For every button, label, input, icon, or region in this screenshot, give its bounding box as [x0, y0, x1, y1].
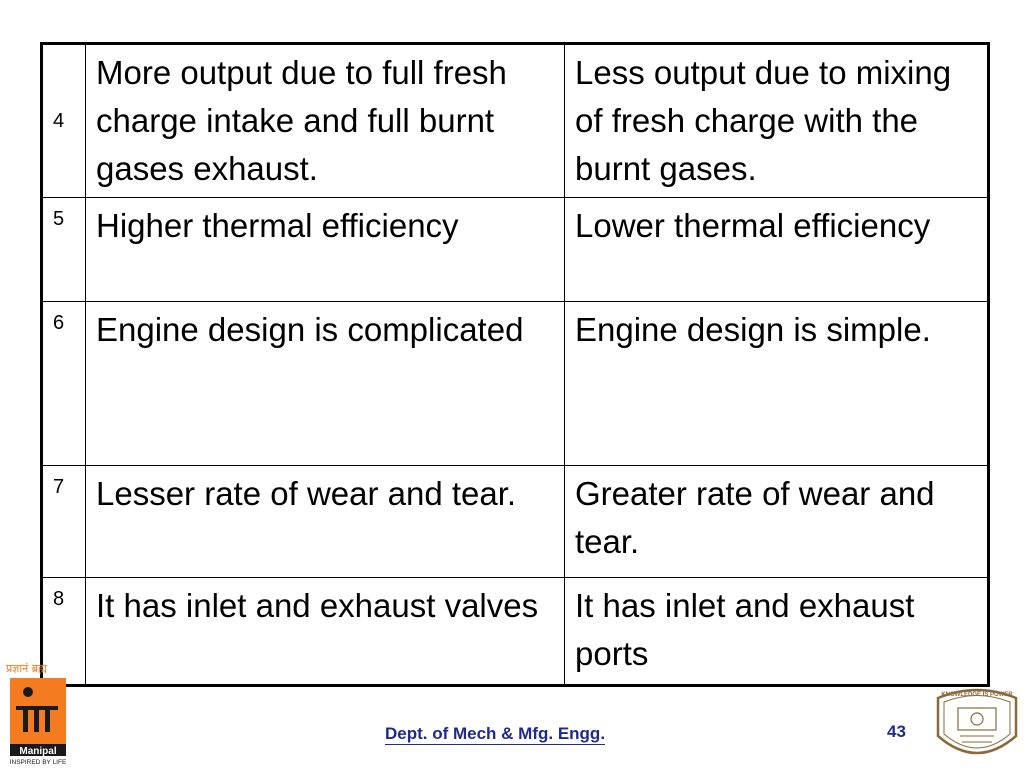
- institute-seal-icon: [930, 678, 1024, 768]
- row-number: 5: [42, 198, 86, 302]
- row-number: 4: [42, 44, 86, 198]
- row-number: 7: [42, 466, 86, 578]
- cell-column-a: It has inlet and exhaust valves: [86, 578, 565, 686]
- logo-tagline: INSPIRED BY LIFE: [9, 759, 67, 766]
- logo-name: Manipal: [19, 746, 57, 757]
- cell-column-a: Higher thermal efficiency: [86, 198, 565, 302]
- table-row: [42, 198, 989, 302]
- comparison-table: [40, 42, 990, 687]
- seal-motto: KNOWLEDGE IS POWER: [941, 692, 1013, 698]
- cell-column-b: Greater rate of wear and tear.: [565, 466, 989, 578]
- cell-column-a: Lesser rate of wear and tear.: [86, 466, 565, 578]
- cell-column-b: Lower thermal efficiency: [565, 198, 989, 302]
- table-row: [42, 466, 989, 578]
- page-number: 43: [887, 722, 906, 741]
- cell-column-a: Engine design is complicated: [86, 302, 565, 466]
- table-row: [42, 44, 989, 198]
- table-row: [42, 302, 989, 466]
- cell-column-b: Engine design is simple.: [565, 302, 989, 466]
- logo-motto: प्रज्ञानं ब्रह्म: [6, 662, 47, 675]
- cell-column-b: Less output due to mixing of fresh charge with the burnt gases.: [565, 44, 989, 198]
- manipal-logo: [4, 660, 70, 766]
- row-number: 6: [42, 302, 86, 466]
- footer-department: Dept. of Mech & Mfg. Engg.: [385, 724, 606, 743]
- cell-column-b: It has inlet and exhaust ports: [565, 578, 989, 686]
- table-row: [42, 578, 989, 686]
- cell-column-a: More output due to full fresh charge intake and full burnt gases exhaust.: [86, 44, 565, 198]
- row-number: 8: [42, 578, 86, 686]
